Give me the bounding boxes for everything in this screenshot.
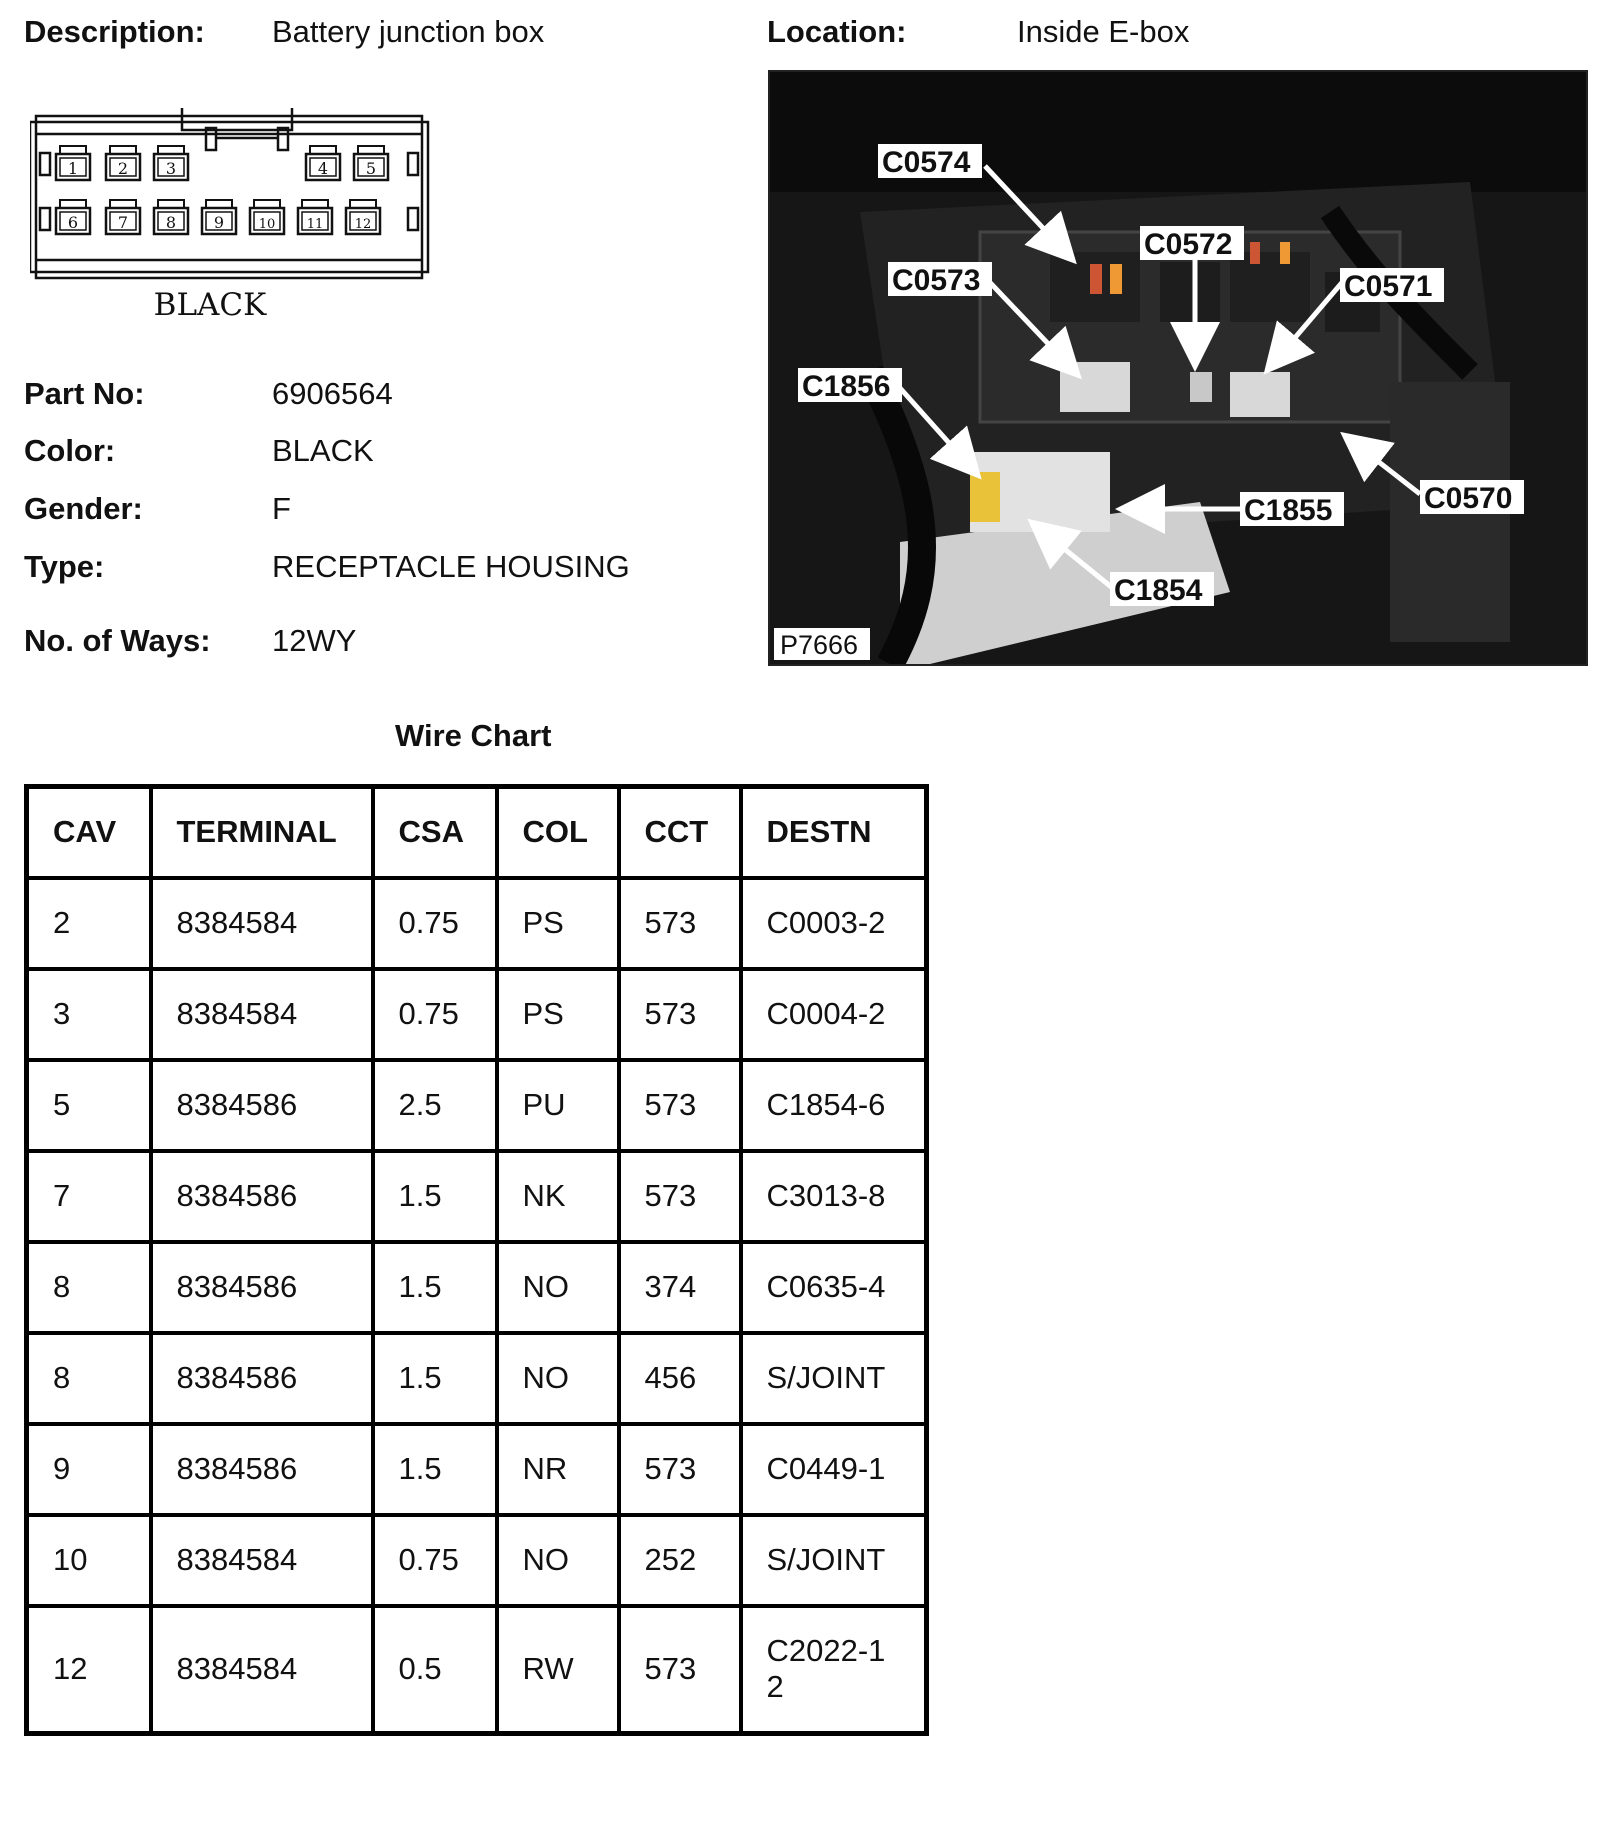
- cell-cct: 573: [619, 1424, 741, 1515]
- cell-terminal: 8384584: [151, 969, 373, 1060]
- gender-value: F: [272, 491, 291, 526]
- cell-cct: 456: [619, 1333, 741, 1424]
- type-label: Type:: [24, 549, 105, 584]
- cavity-11: [298, 200, 332, 234]
- callout-c1854: C1854: [1114, 574, 1203, 607]
- cell-destn: C0004-2: [741, 969, 927, 1060]
- callout-c0573: C0573: [892, 264, 981, 297]
- cell-csa: 0.5: [373, 1606, 497, 1734]
- table-row: [27, 1333, 927, 1424]
- wire-chart-title: Wire Chart: [395, 718, 552, 753]
- table-row: [27, 1606, 927, 1734]
- cell-terminal: 8384586: [151, 1151, 373, 1242]
- callout-c1856: C1856: [802, 370, 891, 403]
- cell-col: NR: [497, 1424, 619, 1515]
- cell-csa: 1.5: [373, 1333, 497, 1424]
- cell-cct: 252: [619, 1515, 741, 1606]
- svg-text:8: 8: [165, 213, 177, 232]
- cavity-10: [250, 200, 284, 234]
- cell-cav: 8: [27, 1242, 151, 1333]
- cell-csa: 1.5: [373, 1151, 497, 1242]
- ways-label: No. of Ways:: [24, 623, 211, 658]
- cell-col: NK: [497, 1151, 619, 1242]
- cell-destn: C3013-8: [741, 1151, 927, 1242]
- location-value: Inside E-box: [1017, 14, 1190, 49]
- callout-c0571: C0571: [1344, 270, 1433, 303]
- cavity-2: [106, 146, 140, 180]
- cell-cav: 3: [27, 969, 151, 1060]
- color-label: Color:: [24, 433, 116, 468]
- description-label: Description:: [24, 14, 205, 49]
- location-photo: [768, 70, 1588, 666]
- cell-destn: S/JOINT: [741, 1333, 927, 1424]
- svg-text:5: 5: [365, 159, 377, 178]
- cell-destn: C0635-4: [741, 1242, 927, 1333]
- header-csa: CSA: [373, 787, 497, 878]
- svg-text:12: 12: [354, 217, 372, 232]
- cell-col: RW: [497, 1606, 619, 1734]
- cell-terminal: 8384584: [151, 1515, 373, 1606]
- table-row: [27, 1242, 927, 1333]
- callout-c0574: C0574: [882, 146, 971, 179]
- cell-destn: C0003-2: [741, 878, 927, 969]
- cell-cav: 9: [27, 1424, 151, 1515]
- svg-text:7: 7: [117, 213, 129, 232]
- type-value: RECEPTACLE HOUSING: [272, 549, 630, 584]
- cavity-5: [354, 146, 388, 180]
- cell-col: PS: [497, 878, 619, 969]
- connector-color-text: BLACK: [153, 287, 267, 323]
- cell-destn: C0449-1: [741, 1424, 927, 1515]
- cell-terminal: 8384584: [151, 878, 373, 969]
- color-value: BLACK: [272, 433, 374, 468]
- cell-cct: 573: [619, 878, 741, 969]
- wire-chart-table: [24, 784, 929, 1736]
- header-terminal: TERMINAL: [151, 787, 373, 878]
- cell-cav: 5: [27, 1060, 151, 1151]
- location-label: Location:: [767, 14, 907, 49]
- callout-c1855: C1855: [1244, 494, 1333, 527]
- cell-csa: 0.75: [373, 1515, 497, 1606]
- cell-col: NO: [497, 1515, 619, 1606]
- cavity-4: [306, 146, 340, 180]
- header-cct: CCT: [619, 787, 741, 878]
- gender-label: Gender:: [24, 491, 143, 526]
- callout-c0572: C0572: [1144, 228, 1233, 261]
- cell-col: PS: [497, 969, 619, 1060]
- svg-text:4: 4: [317, 159, 329, 178]
- cell-terminal: 8384586: [151, 1060, 373, 1151]
- svg-text:2: 2: [117, 159, 129, 178]
- cell-csa: 1.5: [373, 1424, 497, 1515]
- cavity-row-top: [56, 146, 388, 180]
- cell-csa: 2.5: [373, 1060, 497, 1151]
- cell-csa: 1.5: [373, 1242, 497, 1333]
- table-row: [27, 1515, 927, 1606]
- svg-text:6: 6: [67, 213, 79, 232]
- header-col: COL: [497, 787, 619, 878]
- cell-cav: 8: [27, 1333, 151, 1424]
- cell-terminal: 8384586: [151, 1333, 373, 1424]
- description-value: Battery junction box: [272, 14, 545, 49]
- table-row: [27, 878, 927, 969]
- cell-terminal: 8384586: [151, 1242, 373, 1333]
- svg-text:11: 11: [306, 217, 324, 232]
- cavity-3: [154, 146, 188, 180]
- svg-text:3: 3: [165, 159, 177, 178]
- cell-col: NO: [497, 1242, 619, 1333]
- cavity-9: [202, 200, 236, 234]
- ways-value: 12WY: [272, 623, 357, 658]
- cell-cav: 10: [27, 1515, 151, 1606]
- cell-destn: C2022-12: [741, 1606, 927, 1734]
- cavity-6: [56, 200, 90, 234]
- table-row: [27, 969, 927, 1060]
- cavity-row-bottom: [56, 200, 380, 234]
- cavity-7: [106, 200, 140, 234]
- photo-reference: P7666: [780, 630, 859, 660]
- cell-terminal: 8384586: [151, 1424, 373, 1515]
- svg-text:10: 10: [258, 217, 276, 232]
- table-row: [27, 1060, 927, 1151]
- header-cav: CAV: [27, 787, 151, 878]
- cell-csa: 0.75: [373, 878, 497, 969]
- cell-destn: C1854-6: [741, 1060, 927, 1151]
- cell-terminal: 8384584: [151, 1606, 373, 1734]
- connector-face-diagram: [30, 108, 430, 328]
- table-header-row: [27, 787, 927, 878]
- cell-destn: S/JOINT: [741, 1515, 927, 1606]
- cell-cct: 573: [619, 969, 741, 1060]
- header-destn: DESTN: [741, 787, 927, 878]
- cell-cct: 573: [619, 1606, 741, 1734]
- cell-cct: 573: [619, 1060, 741, 1151]
- cell-csa: 0.75: [373, 969, 497, 1060]
- cell-col: PU: [497, 1060, 619, 1151]
- cavity-1: [56, 146, 90, 180]
- table-row: [27, 1424, 927, 1515]
- cell-cav: 7: [27, 1151, 151, 1242]
- cell-cct: 573: [619, 1151, 741, 1242]
- svg-text:1: 1: [67, 159, 79, 178]
- svg-text:9: 9: [213, 213, 225, 232]
- cell-cav: 2: [27, 878, 151, 969]
- cell-cct: 374: [619, 1242, 741, 1333]
- part-no-label: Part No:: [24, 376, 145, 411]
- cavity-12: [346, 200, 380, 234]
- callout-c0570: C0570: [1424, 482, 1513, 515]
- cell-cav: 12: [27, 1606, 151, 1734]
- table-row: [27, 1151, 927, 1242]
- cavity-8: [154, 200, 188, 234]
- cell-col: NO: [497, 1333, 619, 1424]
- part-no-value: 6906564: [272, 376, 393, 411]
